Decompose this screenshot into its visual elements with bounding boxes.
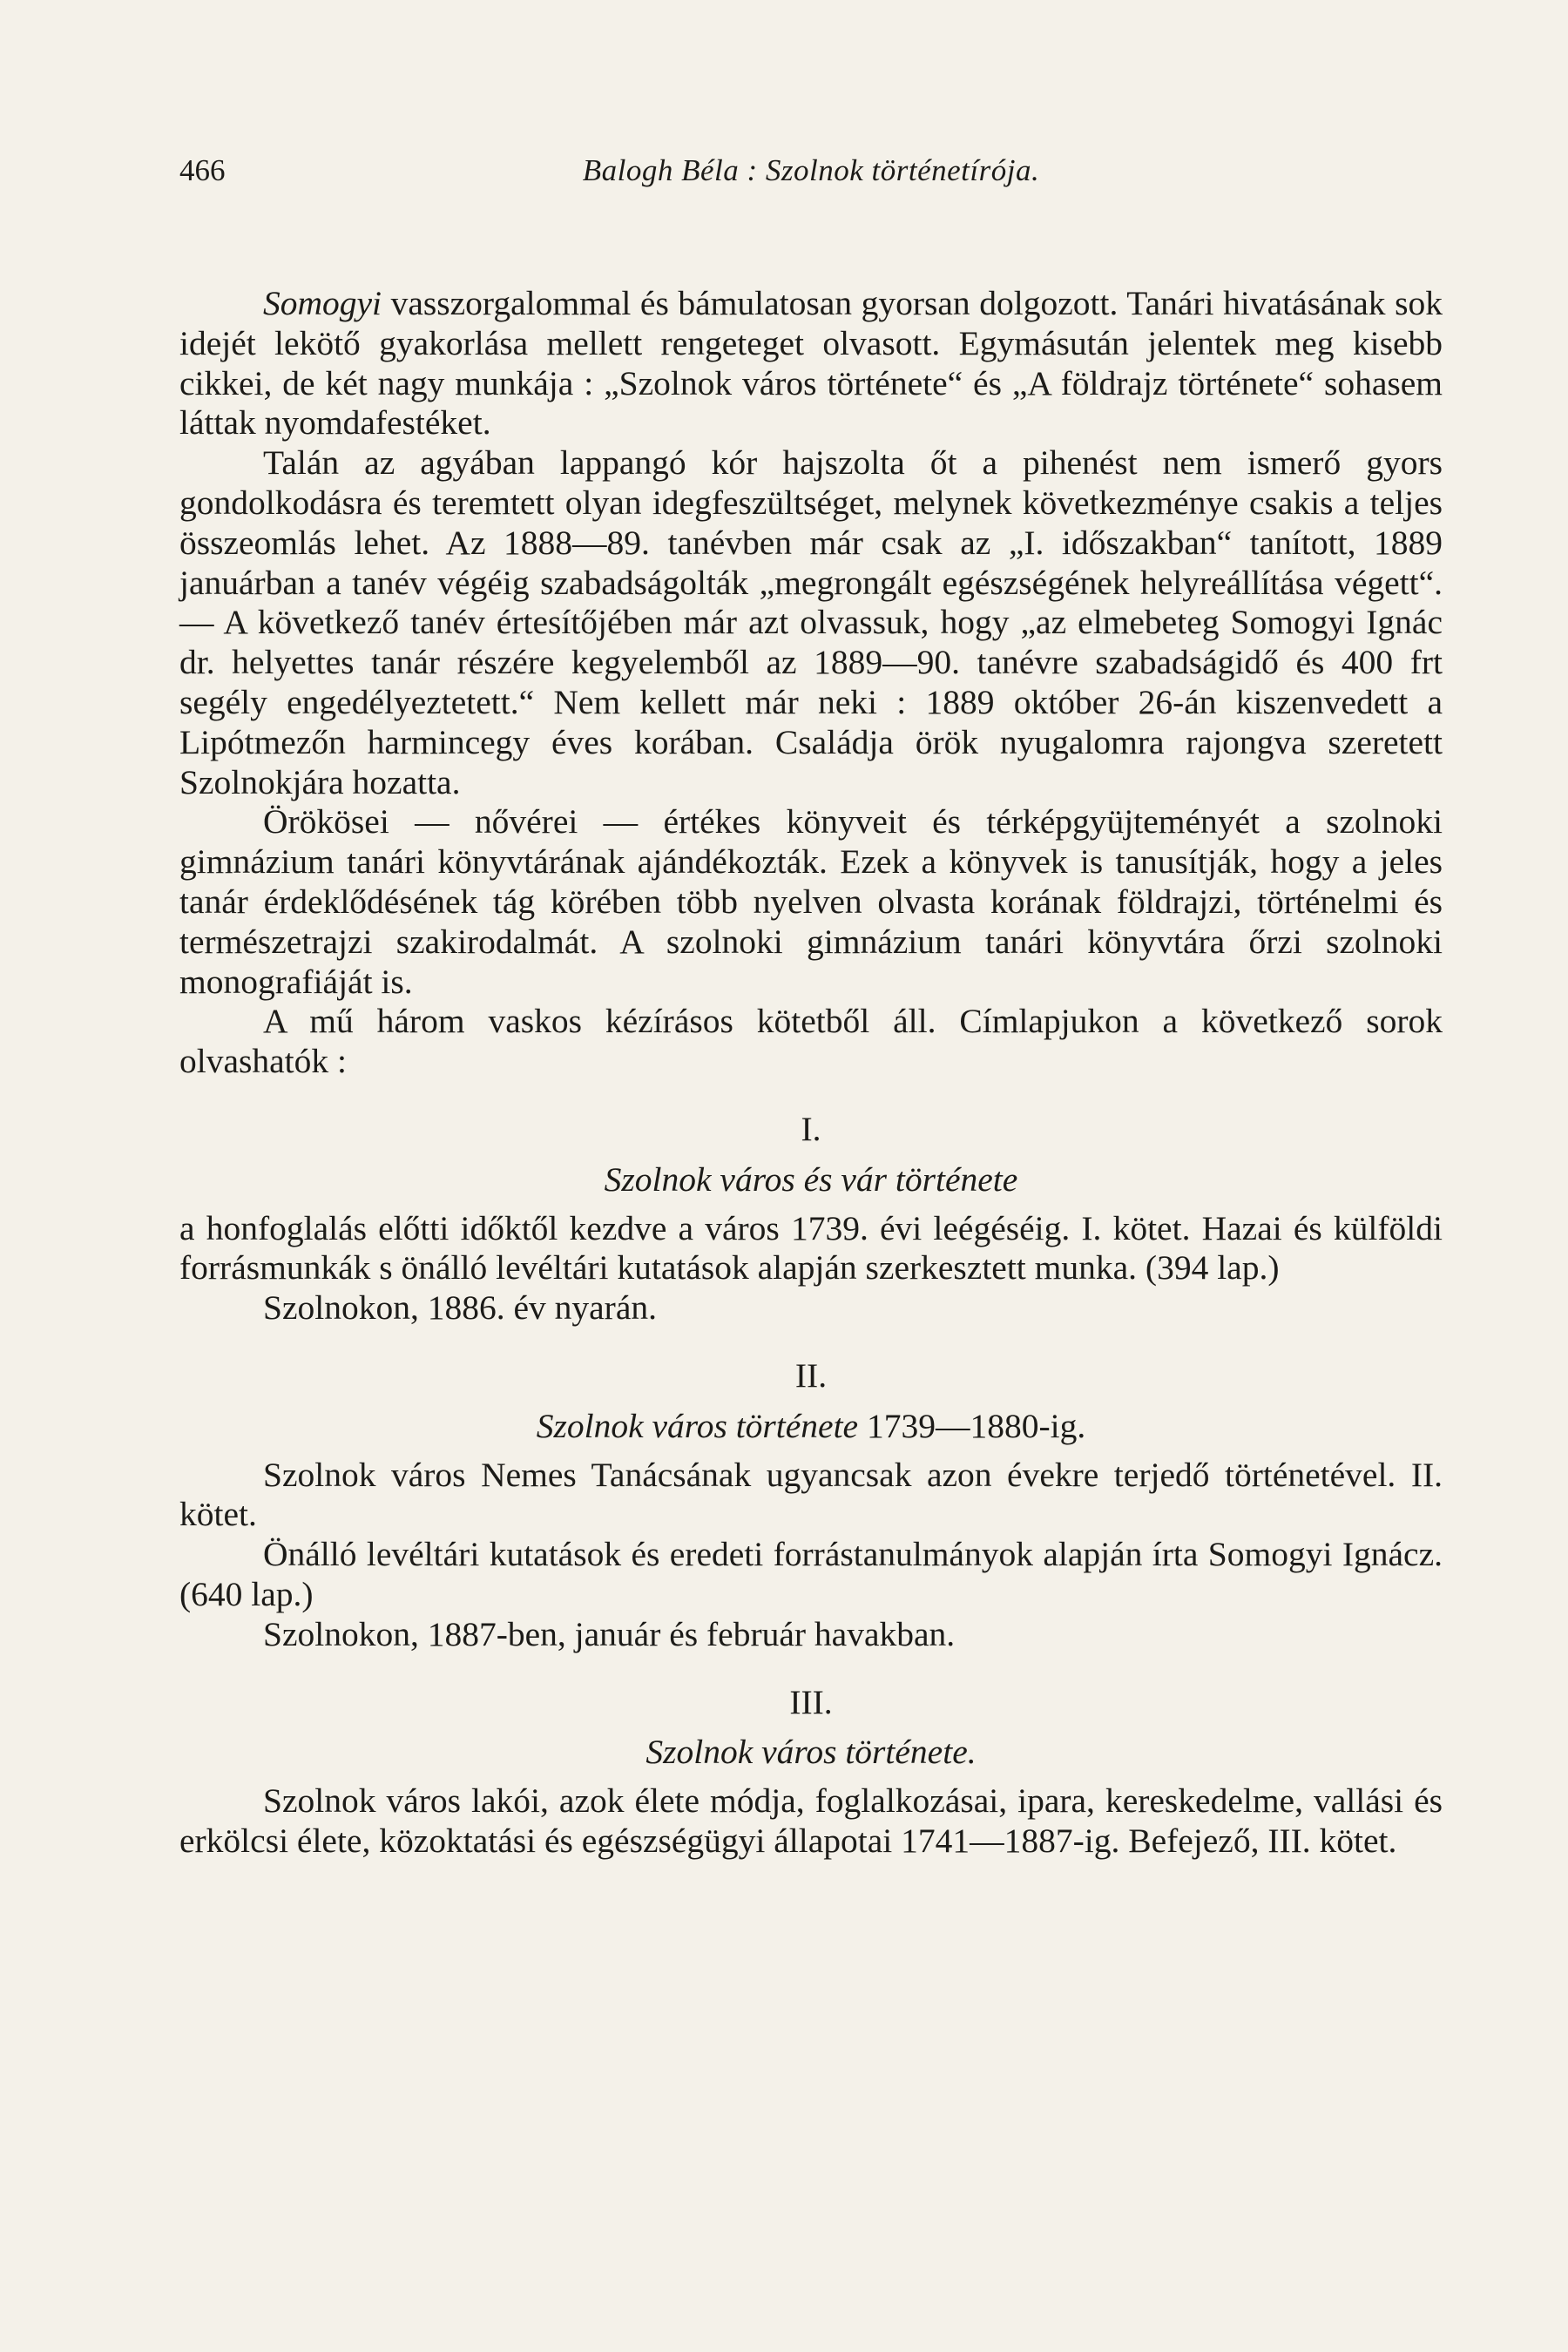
volume-2-line: Önálló levéltári kutatások és eredeti forrástanulmányok alapján írta Somogyi Ignácz. (640 lap.) [179,1535,1443,1613]
author-name: Somogyi [263,284,382,322]
volume-1-title: Szolnok város és vár története [604,1159,1018,1199]
volume-2-title: Szolnok város története 1739—1880-ig. [536,1406,1086,1445]
volume-3-title: Szolnok város története. [645,1733,977,1772]
volume-1-line: Szolnokon, 1886. év nyarán. [263,1288,657,1328]
volume-2-number: II. [794,1355,828,1395]
page-body [179,284,1443,1862]
volume-3-line: Szolnok város lakói, azok élete módja, foglalkozásai, ipara, kereskedelme, vallási és erkölcsi élete, közoktatási és egészségügyi állapotai 1741—1887-ig. Befejező, III. kötet. [179,1781,1443,1860]
paragraph-1 [179,284,1443,443]
page-number: 466 [179,153,226,187]
running-head: Balogh Béla : Szolnok történetírója. [582,153,1040,187]
paragraph-3: Örökösei — nővérei — értékes könyveit és térképgyüjteményét a szolnoki gimnázium tanári könyvtárának ajándékozták. Ezek a könyvek is tanusítják, hogy a jeles tanár érdeklődésének tág körében több nyelven olvasta korának földrajzi, történelmi és természetrajzi szakirodalmát. A szolnoki gimnázium tanári könyvtára őrzi szolnoki monografiáját is. [179,802,1443,1001]
volume-1-number: I. [801,1109,821,1148]
volume-3-number: III. [789,1682,833,1721]
paragraph-2: Talán az agyában lappangó kór hajszolta őt a pihenést nem ismerő gyors gondolkodásra és teremtett olyan idegfeszültséget, melynek következménye csakis a teljes összeomlás lehet. Az 1888—89. tanévben már csak az „I. időszakban“ tanított, 1889 januárban a tanév végéig szabadságolták „megrongált egészségének helyreállítása végett“. — A következő tanév értesítőjében már azt olvassuk, hogy „az elmebeteg Somogyi Ignác dr. helyettes tanár részére kegyelemből az 1889—90. tanévre szabadságidő és 400 frt segély engedélyeztetett.“ Nem kellett már neki : 1889 október 26-án kiszenvedett a Lipótmezőn harmincegy éves korában. Családja örök nyugalomra rajongva szeretett Szolnokjára hozatta. [179,443,1443,801]
page-header [179,153,1443,197]
paragraph-1-text: vasszorgalommal és bámulatosan gyorsan dolgozott. Tanári hivatásának sok idejét lekötő gyakorlása mellett rengeteget olvasott. Egymásután jelentek meg kisebb cikkei, de két nagy munkája : „Szolnok város története“ és „A földrajz története“ sohasem láttak nyomdafestéket. [179,284,1443,443]
volume-2-line: Szolnokon, 1887-ben, január és február havakban. [263,1614,956,1653]
paragraph-4: A mű három vaskos kézírásos kötetből áll. Címlapjukon a következő sorok olvashatók : [179,1002,1443,1081]
volume-2-line: Szolnok város Nemes Tanácsának ugyancsak azon évekre terjedő történetével. II. kötet. [179,1455,1443,1534]
volume-1-line: a honfoglalás előtti időktől kezdve a város 1739. évi leégéséig. I. kötet. Hazai és külföldi forrásmunkák s önálló levéltári kutatások alapján szerkesztett munka. (394 lap.) [179,1208,1443,1288]
